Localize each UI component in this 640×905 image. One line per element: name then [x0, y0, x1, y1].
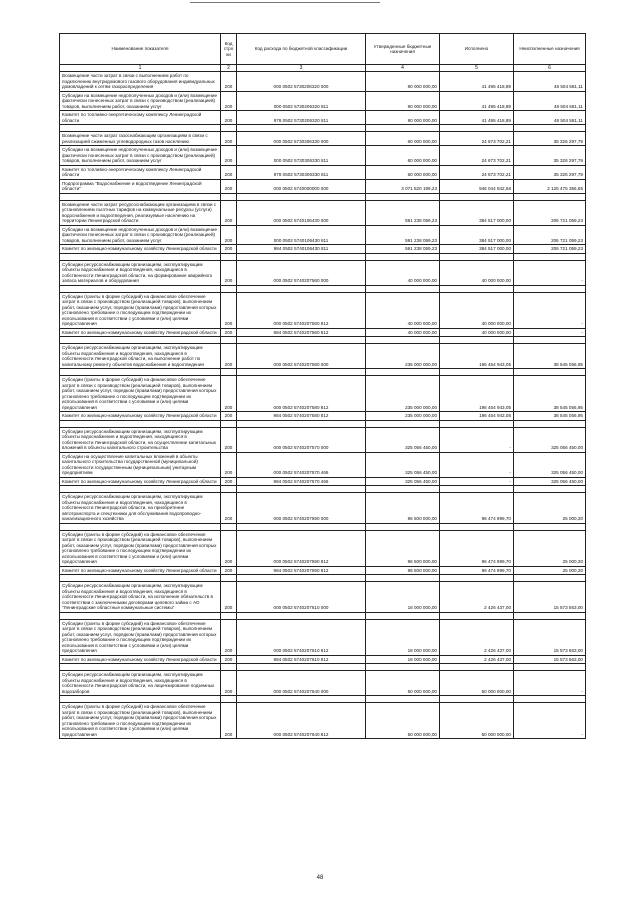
spacer-cell — [221, 420, 237, 427]
table-row — [60, 376, 586, 412]
table-row — [60, 328, 586, 337]
column-number: 1 — [60, 65, 221, 72]
approved-amount-cell: 90 000 000,00 — [366, 91, 440, 111]
spacer-cell — [514, 193, 586, 200]
unexecuted-amount-cell: 206 721 059,23 — [514, 200, 586, 225]
line-code-cell: 200 — [221, 91, 237, 111]
approved-amount-cell: 60 000 000,00 — [366, 146, 440, 166]
spacer-row — [60, 193, 586, 200]
spacer-cell — [366, 664, 440, 671]
table-row — [60, 619, 586, 655]
spacer-row — [60, 125, 586, 132]
approved-amount-cell: 235 000 000,00 — [366, 344, 440, 369]
executed-amount-cell: 384 517 000,00 — [440, 245, 514, 254]
spacer-cell — [221, 193, 237, 200]
spacer-cell — [60, 285, 221, 292]
spacer-cell — [440, 696, 514, 703]
spacer-cell — [237, 612, 366, 619]
spacer-cell — [440, 523, 514, 530]
classification-code-cell: 000 0502 5740207610 000 — [237, 582, 366, 613]
spacer-cell — [237, 193, 366, 200]
spacer-cell — [366, 125, 440, 132]
classification-code-cell: 000 0502 5730306330 000 — [237, 132, 366, 146]
approved-amount-cell: 96 500 000,00 — [366, 530, 440, 566]
indicator-name-cell: Возмещение части затрат газоснабжающим организациям в связи с реализацией сжиженных углеводородных газов населению — [60, 132, 221, 146]
line-code-cell: 200 — [221, 200, 237, 225]
unexecuted-amount-cell: 15 573 563,00 — [514, 619, 586, 655]
unexecuted-amount-cell: 25 000,30 — [514, 566, 586, 575]
line-code-cell: 200 — [221, 225, 237, 245]
spacer-cell — [440, 193, 514, 200]
table-row — [60, 582, 586, 613]
line-code-cell: 200 — [221, 452, 237, 477]
unexecuted-amount-cell: 25 000,30 — [514, 493, 586, 524]
unexecuted-amount-cell: 38 545 056,95 — [514, 376, 586, 412]
line-code-cell: 200 — [221, 72, 237, 92]
spacer-cell — [60, 696, 221, 703]
table-row — [60, 477, 586, 486]
executed-amount-cell: 384 517 000,00 — [440, 200, 514, 225]
approved-amount-cell: 18 000 000,00 — [366, 655, 440, 664]
unexecuted-amount-cell: 48 504 581,11 — [514, 91, 586, 111]
spacer-cell — [366, 575, 440, 582]
spacer-cell — [366, 285, 440, 292]
approved-amount-cell: 50 000 000,00 — [366, 671, 440, 696]
approved-amount-cell: 3 071 520 199,23 — [366, 179, 440, 193]
spacer-cell — [514, 696, 586, 703]
unexecuted-amount-cell: 35 326 297,79 — [514, 146, 586, 166]
page-number: 48 — [316, 875, 324, 881]
unexecuted-amount-cell: 35 326 297,79 — [514, 132, 586, 146]
classification-code-cell: 000 0502 5740106430 811 — [237, 225, 366, 245]
spacer-cell — [221, 486, 237, 493]
table-row — [60, 200, 586, 225]
approved-amount-cell: 40 000 000,00 — [366, 260, 440, 285]
spacer-cell — [366, 337, 440, 344]
spacer-cell — [221, 125, 237, 132]
spacer-cell — [514, 523, 586, 530]
approved-amount-cell: 591 238 059,23 — [366, 245, 440, 254]
spacer-cell — [440, 369, 514, 376]
spacer-row — [60, 612, 586, 619]
executed-amount-cell: 96 474 999,70 — [440, 493, 514, 524]
line-code-cell: 200 — [221, 111, 237, 125]
spacer-cell — [366, 523, 440, 530]
approved-amount-cell: 90 000 000,00 — [366, 72, 440, 92]
indicator-name-cell: Субсидии (гранты в форме субсидий) на финансовое обеспечение затрат в связи с производством (реализацией товаров), выполнением работ, оказанием услуг, порядком (правилами) предоставления которых установлено требование о последующем подтверждении их использования в соответствии с условиями и (или) целями предоставления — [60, 619, 221, 655]
spacer-cell — [440, 612, 514, 619]
column-number-row — [60, 65, 586, 72]
classification-code-cell: 978 0502 5730206320 811 — [237, 111, 366, 125]
line-code-cell: 200 — [221, 412, 237, 421]
unexecuted-amount-cell: 48 504 581,11 — [514, 111, 586, 125]
executed-amount-cell: 40 000 000,00 — [440, 292, 514, 328]
classification-code-cell: 000 0502 5740207590 000 — [237, 493, 366, 524]
header-row — [60, 34, 586, 65]
approved-amount-cell: 40 000 000,00 — [366, 328, 440, 337]
approved-amount-cell: 96 500 000,00 — [366, 566, 440, 575]
column-number: 2 — [221, 65, 237, 72]
classification-code-cell: 000 0502 5740207590 812 — [237, 530, 366, 566]
line-code-cell: 200 — [221, 671, 237, 696]
spacer-cell — [221, 253, 237, 260]
unexecuted-amount-cell: 38 545 056,95 — [514, 344, 586, 369]
executed-amount-cell: - — [440, 452, 514, 477]
table-row — [60, 344, 586, 369]
classification-code-cell: 984 0502 5740207590 812 — [237, 566, 366, 575]
spacer-cell — [440, 575, 514, 582]
spacer-cell — [237, 337, 366, 344]
approved-amount-cell: 60 000 000,00 — [366, 165, 440, 179]
spacer-cell — [440, 285, 514, 292]
spacer-cell — [237, 253, 366, 260]
line-code-cell: 200 — [221, 619, 237, 655]
indicator-name-cell: Субсидии (гранты в форме субсидий) на финансовое обеспечение затрат в связи с производством (реализацией товаров), выполнением работ, оказанием услуг, порядком (правилами) предоставления которых установлено требование о последующем подтверждении их использования в соответствии с условиями и (или) целями предоставления — [60, 376, 221, 412]
indicator-name-cell: Субсидии (гранты в форме субсидий) на финансовое обеспечение затрат в связи с производством (реализацией товаров), выполнением работ, оказанием услуг, порядком (правилами) предоставления которых установлено требование о последующем подтверждении их использования в соответствии с условиями и (или) целями предоставления — [60, 292, 221, 328]
line-code-cell: 200 — [221, 260, 237, 285]
spacer-cell — [514, 612, 586, 619]
header-unexecuted: Неисполненные назначения — [514, 34, 586, 65]
executed-amount-cell: 196 454 943,05 — [440, 412, 514, 421]
indicator-name-cell: Комитет по топливно-энергетическому комплексу Ленинградской области — [60, 165, 221, 179]
approved-amount-cell: 60 000 000,00 — [366, 132, 440, 146]
line-code-cell: 200 — [221, 703, 237, 739]
unexecuted-amount-cell: - — [514, 703, 586, 739]
unexecuted-amount-cell: - — [514, 292, 586, 328]
indicator-name-cell: Субсидии ресурсоснабжающим организациям, эксплуатирующим объекты водоснабжения и водоотведения, находящиеся в собственности Ленинградской области, на осуществление капитальных вложений в объекты капитального строительства — [60, 427, 221, 452]
table-row — [60, 655, 586, 664]
line-code-cell: 200 — [221, 477, 237, 486]
spacer-row — [60, 337, 586, 344]
classification-code-cell: 000 0502 5730206320 811 — [237, 91, 366, 111]
spacer-cell — [237, 285, 366, 292]
spacer-cell — [237, 664, 366, 671]
table-row — [60, 132, 586, 146]
spacer-cell — [514, 486, 586, 493]
unexecuted-amount-cell: 25 000,30 — [514, 530, 586, 566]
classification-code-cell: 984 0502 5740207580 812 — [237, 412, 366, 421]
indicator-name-cell: Комитет по жилищно-коммунальному хозяйству Ленинградской области — [60, 412, 221, 421]
spacer-cell — [440, 486, 514, 493]
table-row — [60, 165, 586, 179]
line-code-cell: 200 — [221, 582, 237, 613]
classification-code-cell: 984 0502 5740106430 811 — [237, 245, 366, 254]
line-code-cell: 200 — [221, 344, 237, 369]
classification-code-cell: 000 0502 5740207580 812 — [237, 376, 366, 412]
executed-amount-cell: 2 426 437,00 — [440, 582, 514, 613]
indicator-name-cell: Субсидии на возмещение недополученных доходов и (или) возмещение фактически понесенных затрат в связи с производством (реализацией) товаров, выполнением работ, оказанием услуг — [60, 91, 221, 111]
spacer-cell — [514, 575, 586, 582]
unexecuted-amount-cell: 325 056 450,00 — [514, 452, 586, 477]
unexecuted-amount-cell: 325 056 450,00 — [514, 427, 586, 452]
indicator-name-cell: Возмещение части затрат в связи с выполнением работ по подключению внутридомового газового оборудования индивидуальных домовладений к сетям газораспределения — [60, 72, 221, 92]
spacer-row — [60, 369, 586, 376]
approved-amount-cell: 18 000 000,00 — [366, 582, 440, 613]
line-code-cell: 200 — [221, 146, 237, 166]
executed-amount-cell: 41 495 418,89 — [440, 111, 514, 125]
executed-amount-cell: 384 517 000,00 — [440, 225, 514, 245]
classification-code-cell: 000 0502 5740207570 466 — [237, 452, 366, 477]
indicator-name-cell: Комитет по жилищно-коммунальному хозяйству Ленинградской области — [60, 655, 221, 664]
executed-amount-cell: 946 044 842,58 — [440, 179, 514, 193]
table-row — [60, 530, 586, 566]
approved-amount-cell: 18 000 000,00 — [366, 619, 440, 655]
executed-amount-cell: 24 673 702,21 — [440, 132, 514, 146]
spacer-cell — [221, 285, 237, 292]
classification-code-cell: 000 0502 5740207610 812 — [237, 619, 366, 655]
executed-amount-cell: 96 474 999,70 — [440, 530, 514, 566]
table-row — [60, 111, 586, 125]
approved-amount-cell: 235 000 000,00 — [366, 412, 440, 421]
spacer-cell — [60, 486, 221, 493]
indicator-name-cell: Субсидии (гранты в форме субсидий) на финансовое обеспечение затрат в связи с производством (реализацией товаров), выполнением работ, оказанием услуг, порядком (правилами) предоставления которых установлено требование о последующем подтверждении их использования в соответствии с условиями и (или) целями предоставления — [60, 530, 221, 566]
line-code-cell: 200 — [221, 376, 237, 412]
unexecuted-amount-cell: 15 573 563,00 — [514, 582, 586, 613]
indicator-name-cell: Комитет по жилищно-коммунальному хозяйству Ленинградской области — [60, 477, 221, 486]
column-number: 6 — [514, 65, 586, 72]
spacer-row — [60, 575, 586, 582]
approved-amount-cell: 90 000 000,00 — [366, 111, 440, 125]
executed-amount-cell: 24 673 702,21 — [440, 165, 514, 179]
indicator-name-cell: Субсидии ресурсоснабжающим организациям, эксплуатирующим объекты водоснабжения и водоотведения, находящиеся в собственности Ленинградской области, на исполнение обязательств в соответствии с заключенными договорами целевого займа с АО "Ленинградские областные коммунальные системы" — [60, 582, 221, 613]
indicator-name-cell: Субсидии ресурсоснабжающим организациям, эксплуатирующим объекты водоснабжения и водоотведения, находящиеся в собственности Ленинградской области, на приобретение автотранспорта и спецтехники для обслуживания водопроводно-канализационного хозяйства — [60, 493, 221, 524]
spacer-cell — [221, 337, 237, 344]
line-code-cell: 200 — [221, 179, 237, 193]
executed-amount-cell: 50 000 000,00 — [440, 671, 514, 696]
classification-code-cell: 984 0502 5740207570 466 — [237, 477, 366, 486]
spacer-cell — [60, 253, 221, 260]
executed-amount-cell: 196 454 943,05 — [440, 376, 514, 412]
spacer-cell — [237, 369, 366, 376]
column-number: 4 — [366, 65, 440, 72]
classification-code-cell: 000 0502 5740207560 812 — [237, 292, 366, 328]
approved-amount-cell: 235 000 000,00 — [366, 376, 440, 412]
indicator-name-cell: Комитет по жилищно-коммунальному хозяйству Ленинградской области — [60, 245, 221, 254]
line-code-cell: 200 — [221, 165, 237, 179]
executed-amount-cell: 196 454 943,05 — [440, 344, 514, 369]
classification-code-cell: 978 0502 5730306330 811 — [237, 165, 366, 179]
spacer-row — [60, 486, 586, 493]
spacer-cell — [440, 420, 514, 427]
spacer-cell — [366, 193, 440, 200]
classification-code-cell: 000 0502 5740207580 000 — [237, 344, 366, 369]
classification-code-cell: 000 0502 5740000000 000 — [237, 179, 366, 193]
spacer-row — [60, 420, 586, 427]
spacer-cell — [60, 523, 221, 530]
line-code-cell: 200 — [221, 245, 237, 254]
table-row — [60, 292, 586, 328]
approved-amount-cell: 591 238 059,23 — [366, 225, 440, 245]
spacer-row — [60, 696, 586, 703]
line-code-cell: 200 — [221, 655, 237, 664]
spacer-row — [60, 664, 586, 671]
classification-code-cell: 000 0502 5740207640 000 — [237, 671, 366, 696]
spacer-cell — [366, 369, 440, 376]
line-code-cell: 200 — [221, 493, 237, 524]
spacer-row — [60, 253, 586, 260]
classification-code-cell: 000 0502 5740207570 000 — [237, 427, 366, 452]
executed-amount-cell: 41 495 418,89 — [440, 91, 514, 111]
spacer-cell — [440, 253, 514, 260]
table-row — [60, 260, 586, 285]
budget-execution-table — [59, 33, 586, 739]
header-classification-code: Код расхода по бюджетной классификации — [237, 34, 366, 65]
spacer-cell — [366, 612, 440, 619]
unexecuted-amount-cell: - — [514, 328, 586, 337]
line-code-cell: 200 — [221, 427, 237, 452]
indicator-name-cell: Комитет по жилищно-коммунальному хозяйству Ленинградской области — [60, 566, 221, 575]
spacer-cell — [514, 664, 586, 671]
executed-amount-cell: 24 673 702,21 — [440, 146, 514, 166]
table-row — [60, 671, 586, 696]
indicator-name-cell: Субсидии ресурсоснабжающим организациям, эксплуатирующим объекты водоснабжения и водоотведения, находящиеся в собственности Ленинградской области, на формирование аварийного запаса материалов и оборудования — [60, 260, 221, 285]
spacer-cell — [514, 253, 586, 260]
unexecuted-amount-cell: - — [514, 260, 586, 285]
column-number: 3 — [237, 65, 366, 72]
line-code-cell: 200 — [221, 530, 237, 566]
executed-amount-cell: 50 000 000,00 — [440, 703, 514, 739]
unexecuted-amount-cell: 48 504 581,11 — [514, 72, 586, 92]
classification-code-cell: 000 0502 5740207640 812 — [237, 703, 366, 739]
spacer-cell — [237, 696, 366, 703]
spacer-cell — [60, 664, 221, 671]
executed-amount-cell: 2 426 437,00 — [440, 655, 514, 664]
spacer-cell — [514, 420, 586, 427]
executed-amount-cell: - — [440, 477, 514, 486]
column-number: 5 — [440, 65, 514, 72]
unexecuted-amount-cell: 206 721 059,23 — [514, 225, 586, 245]
table-row — [60, 179, 586, 193]
unexecuted-amount-cell: 206 721 059,23 — [514, 245, 586, 254]
unexecuted-amount-cell: 15 573 563,00 — [514, 655, 586, 664]
classification-code-cell: 000 0502 5740106430 000 — [237, 200, 366, 225]
indicator-name-cell: Субсидии (гранты в форме субсидий) на финансовое обеспечение затрат в связи с производством (реализацией товаров), выполнением работ, оказанием услуг, порядком (правилами) предоставления которых установлено требование о последующем подтверждении их использования в соответствии с условиями и (или) целями предоставления — [60, 703, 221, 739]
top-edge-line — [190, 2, 380, 3]
spacer-cell — [60, 420, 221, 427]
table-row — [60, 452, 586, 477]
indicator-name-cell: Субсидии на осуществление капитальных вложений в объекты капитального строительства государственной (муниципальной) собственности государственным (муниципальным) унитарным предприятиям — [60, 452, 221, 477]
approved-amount-cell: 325 056 450,00 — [366, 427, 440, 452]
classification-code-cell: 000 0502 5730306330 811 — [237, 146, 366, 166]
approved-amount-cell: 96 500 000,00 — [366, 493, 440, 524]
indicator-name-cell: Субсидии ресурсоснабжающим организациям, эксплуатирующим объекты водоснабжения и водоотведения, находящиеся в собственности Ленинградской области, на лицензирование подземных водозаборов — [60, 671, 221, 696]
spacer-cell — [221, 696, 237, 703]
spacer-cell — [440, 125, 514, 132]
indicator-name-cell: Подпрограмма "Водоснабжение и водоотведение Ленинградской области" — [60, 179, 221, 193]
indicator-name-cell: Субсидии на возмещение недополученных доходов и (или) возмещение фактически понесенных затрат в связи с производством (реализацией) товаров, выполнением работ, оказанием услуг — [60, 146, 221, 166]
unexecuted-amount-cell: 35 326 297,79 — [514, 165, 586, 179]
approved-amount-cell: 325 056 450,00 — [366, 452, 440, 477]
spacer-cell — [237, 125, 366, 132]
executed-amount-cell: 40 000 000,00 — [440, 328, 514, 337]
table-row — [60, 427, 586, 452]
spacer-cell — [221, 664, 237, 671]
table-row — [60, 225, 586, 245]
table-row — [60, 72, 586, 92]
unexecuted-amount-cell: 325 056 450,00 — [514, 477, 586, 486]
executed-amount-cell: 2 426 437,00 — [440, 619, 514, 655]
spacer-cell — [514, 369, 586, 376]
spacer-cell — [366, 253, 440, 260]
line-code-cell: 200 — [221, 328, 237, 337]
spacer-cell — [440, 664, 514, 671]
spacer-cell — [60, 337, 221, 344]
spacer-cell — [221, 369, 237, 376]
spacer-row — [60, 523, 586, 530]
spacer-cell — [514, 337, 586, 344]
spacer-cell — [237, 420, 366, 427]
spacer-cell — [221, 612, 237, 619]
table-row — [60, 91, 586, 111]
indicator-name-cell: Субсидии на возмещение недополученных доходов и (или) возмещение фактически понесенных затрат в связи с производством (реализацией) товаров, выполнением работ, оказанием услуг — [60, 225, 221, 245]
approved-amount-cell: 591 238 059,23 — [366, 200, 440, 225]
spacer-cell — [514, 285, 586, 292]
executed-amount-cell: 40 000 000,00 — [440, 260, 514, 285]
approved-amount-cell: 325 056 450,00 — [366, 477, 440, 486]
spacer-cell — [440, 337, 514, 344]
table-row — [60, 146, 586, 166]
spacer-cell — [60, 612, 221, 619]
indicator-name-cell: Субсидии ресурсоснабжающим организациям, эксплуатирующим объекты водоснабжения и водоотведения, находящиеся в собственности Ленинградской области, на выполнение работ по капитальному ремонту объектов водоснабжения и водоотведения — [60, 344, 221, 369]
indicator-name-cell: Возмещение части затрат ресурсоснабжающим организациям в связи с установлением льготных тарифов на коммунальные ресурсы (услуги) водоснабжения и водоотведения, реализуемые населению на территории Ленинградской области — [60, 200, 221, 225]
spacer-row — [60, 285, 586, 292]
spacer-cell — [60, 193, 221, 200]
executed-amount-cell: 41 495 418,89 — [440, 72, 514, 92]
line-code-cell: 200 — [221, 132, 237, 146]
budget-report-sheet — [59, 33, 585, 739]
executed-amount-cell: - — [440, 427, 514, 452]
table-row — [60, 245, 586, 254]
classification-code-cell: 984 0502 5740207610 812 — [237, 655, 366, 664]
table-body — [60, 72, 586, 739]
spacer-cell — [514, 125, 586, 132]
indicator-name-cell: Комитет по топливно-энергетическому комплексу Ленинградской области — [60, 111, 221, 125]
spacer-cell — [237, 523, 366, 530]
classification-code-cell: 000 0502 5740207560 000 — [237, 260, 366, 285]
line-code-cell: 200 — [221, 566, 237, 575]
spacer-cell — [237, 486, 366, 493]
spacer-cell — [221, 523, 237, 530]
header-indicator-name: Наименование показателя — [60, 34, 221, 65]
spacer-cell — [60, 575, 221, 582]
table-row — [60, 566, 586, 575]
table-row — [60, 703, 586, 739]
spacer-cell — [221, 575, 237, 582]
unexecuted-amount-cell: 38 545 056,95 — [514, 412, 586, 421]
spacer-cell — [366, 486, 440, 493]
executed-amount-cell: 96 474 999,70 — [440, 566, 514, 575]
spacer-cell — [366, 420, 440, 427]
line-code-cell: 200 — [221, 292, 237, 328]
header-approved: Утвержденные бюджетные назначения — [366, 34, 440, 65]
classification-code-cell: 984 0502 5740207560 812 — [237, 328, 366, 337]
spacer-cell — [60, 369, 221, 376]
unexecuted-amount-cell: - — [514, 671, 586, 696]
indicator-name-cell: Комитет по жилищно-коммунальному хозяйству Ленинградской области — [60, 328, 221, 337]
spacer-cell — [237, 575, 366, 582]
table-row — [60, 412, 586, 421]
classification-code-cell: 000 0502 5730206320 000 — [237, 72, 366, 92]
header-line-code: Код стро ки — [221, 34, 237, 65]
approved-amount-cell: 50 000 000,00 — [366, 703, 440, 739]
approved-amount-cell: 40 000 000,00 — [366, 292, 440, 328]
table-row — [60, 493, 586, 524]
spacer-cell — [60, 125, 221, 132]
unexecuted-amount-cell: 2 125 475 356,65 — [514, 179, 586, 193]
header-executed: Исполнено — [440, 34, 514, 65]
spacer-cell — [366, 696, 440, 703]
